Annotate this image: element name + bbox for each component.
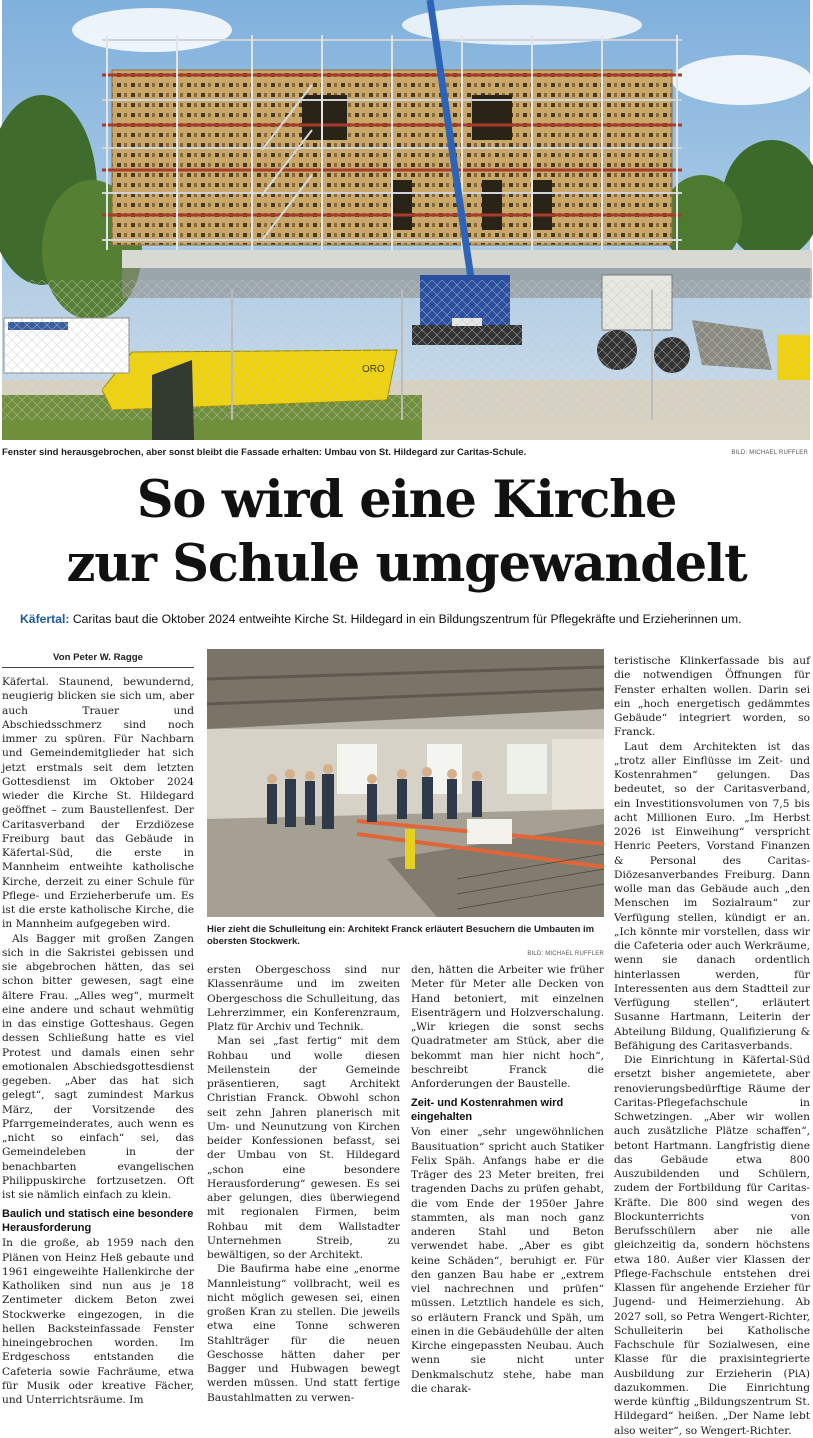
paragraph: Laut dem Architekten ist das „trotz aller Einflüsse im Zeit- und Kostenrahmen“ gelungen. Das bedeutet, so der Caritasverband, ein Investitionsvolumen von 7,5 bis acht Millionen Euro. „Im Herbst 2026 ist Einweihung“ verspricht Henric Peeters, Vorstand Finanzen & Personal des Caritas-Diözesanverbandes Freiburg. Dann wolle man das Gebäude auch „den Menschen im Sozialraum“ zur Verfügung stellen, kündigt er an. „Ich könnte mir vorstellen, dass wir die Cafeteria oder auch Werkräume, wenn sie danach ordentlich hinterlassen werden, für Interessenten aus dem Stadtteil zur Verfügung stellen“, erläutert Susanne Hartmann, Leiterin der Abteilung Bildung, Qualifizierung & Befähigung des Caritasverbands. xyxy=(614,740,810,1052)
article-column-3 xyxy=(411,963,604,1395)
byline: Von Peter W. Ragge xyxy=(53,652,143,663)
paragraph: Als Bagger mit großen Zangen sich in die Sakristei gebissen und sie abgebrochen hätten, das sei schon bitter gewesen, sagt eine ältere Frau. „Alles weg“, murmelt eine andere und schaut wehmütig in das einstige Gotteshaus. Gegen dessen Schließung hatte es viel Protest und damals einen sehr emotionalen Abschiedsgottesdienst gegeben. „Aber das hat sich gelegt“, sagt zumindest Markus März, der Vorsitzende des Pfarrgemeinderates, auch wenn es „nicht so einfach“ sei, das Gemeindeleben in der benachbarten evangelischen Philippuskirche fortzusetzen. Oft ist sie nämlich einfach zu klein. xyxy=(2,932,194,1201)
hero-caption: Fenster sind herausgebrochen, aber sonst bleibt die Fassade erhalten: Umbau von St. Hildegard zur Caritas-Schule. xyxy=(2,447,527,458)
kicker-place: Käfertal: xyxy=(20,612,70,626)
interior-photo xyxy=(207,649,604,917)
interior-credit: BILD: MICHAEL RUFFLER xyxy=(527,951,604,957)
paragraph: Von einer „sehr ungewöhnlichen Bausituation“ spricht auch Statiker Felix Späh. Anfangs habe er die Träger des 23 Meter breiten, frei tragenden Dachs zu prüfen gehabt, die vom Ende der 1950er Jahre stammten, als man noch ganz anderen Stahl und Beton verwendet habe. „Aber es gibt keine Schäden“, beruhigt er. Für den ganzen Bau habe er „extrem viel nachrechnen und prüfen“ müssen. Letztlich handele es sich, so erläutern Franck und Späh, um einen in die Gebäudehülle der alten Kirche eingepassten Neubau. Auch wenn sie nicht unter Denkmalschutz stehe, habe man die charak- xyxy=(411,1126,604,1395)
interior-caption: Hier zieht die Schulleitung ein: Architekt Franck erläutert Besuchern die Umbauten im obersten Stockwerk. xyxy=(207,924,595,947)
subheading: Baulich und statisch eine besondere Herausforderung xyxy=(2,1208,194,1234)
hero-photo xyxy=(2,0,810,440)
paragraph: teristische Klinkerfassade bis auf die notwendigen Öffnungen für Fenster erhalten wollen. Darin sei ein „hoch energetisch gedämmtes Gebäude“ integriert worden, so Franck. xyxy=(614,655,810,739)
paragraph: Man sei „fast fertig“ mit dem Rohbau und wolle diesen Meilenstein der Gemeinde präsentieren, sagt Architekt Christian Franck. Obwohl schon seit zehn Jahren planerisch mit Um- und Neunutzung von Kirchen beider Konfessionen befasst, sei der Umbau von St. Hildegard „schon eine besondere Herausforderung“ gewesen. Es sei aber gelungen, dies überwiegend mit regionalen Firmen, beim Rohbau mit dem Wallstadter Unternehmen Streib, zu bewältigen, so der Architekt. xyxy=(207,1035,400,1261)
hero-credit: BILD: MICHAEL RUFFLER xyxy=(731,450,808,456)
paragraph: den, hätten die Arbeiter wie früher Meter für Meter alle Decken von Hand betoniert, mit einzelnen Eisenträgern und Holzverschalung. „Wir kriegen die sonst sechs Quadratmeter am Stück, aber die bekommt man hier nicht hoch“, beschreibt Franck die Anforderungen der Baustelle. xyxy=(411,964,604,1090)
interior-construction-illustration xyxy=(207,649,604,917)
headline xyxy=(0,468,813,596)
paragraph: Käfertal. Staunend, bewundernd, neugierig blicken sie sich um, aber auch Trauer und Abschiedsschmerz sind noch immer zu spüren. Für Nachbarn und Gemeindemitglieder hat sich jetzt erstmals seit dem letzten Gottesdienst im Oktober 2024 wieder die Kirche St. Hildegard geöffnet – zum Baustellenfest. Der Caritasverband der Erzdiözese Freiburg baut das Gebäude in Käfertal-Süd, die erste in Mannheim entweihte katholische Kirche, derzeit zu einer Schule für Pflege- und Erzieherberufe um. Es ist die erste katholische Kirche, die in Mannheim aufgegeben wird. xyxy=(2,676,194,931)
paragraph: In die große, ab 1959 nach den Plänen von Heinz Heß gebaute und 1961 eingeweihte Hallenkirche der Katholiken sind nun aus je 18 Zentimeter dickem Beton zwei Stockwerke eingezogen, in die hellen Backsteinfassade Fenster hineingebrochen worden. Im Erdgeschoss entstanden die Cafeteria sowie Fachräume, etwa für Musik oder kreative Fächer, und Unterrichtsräume. Im xyxy=(2,1237,194,1406)
article-column-4 xyxy=(614,654,810,1437)
construction-site-illustration xyxy=(2,0,810,440)
kicker xyxy=(20,612,800,626)
article-column-1 xyxy=(2,675,194,1406)
kicker-text: Caritas baut die Oktober 2024 entweihte Kirche St. Hildegard in ein Bildungszentrum für Pflegekräfte und Erzieherinnen um. xyxy=(69,612,742,626)
headline-line-1: So wird eine Kirche xyxy=(136,470,677,530)
article-column-2 xyxy=(207,963,400,1404)
paragraph: ersten Obergeschoss sind nur Klassenräume und im zweiten Obergeschoss die Schulleitung, das Lehrerzimmer, ein Konferenzraum, Platz für Archiv und Technik. xyxy=(207,964,400,1033)
byline-rule xyxy=(2,667,194,668)
headline-line-2: zur Schule umgewandelt xyxy=(66,534,747,594)
paragraph: Die Einrichtung in Käfertal-Süd ersetzt bisher angemietete, aber renovierungsbedürftige Räume der Caritas-Pflegefachschule in Schwetzingen. „Aber wir wollen auch zusätzliche Plätze schaffen“, betont Hartmann. Langfristig diene das Gebäude etwa 800 Auszubildenden und Schülern, zudem der Fortbildung für Caritas-Kräfte. Die 800 sind wegen des Blockunterrichts von Berufsschülern aber nie alle gleichzeitig da, sondern höchstens etwa 180. Außer vier Klassen der Pflege-Fachschule entstehen drei Klassen für angehende Erzieher für Jugend- und Heimerziehung. Ab 2027 soll, so Petra Wengert-Richter, Schulleiterin bei Katholische Fachschule für Sozialwesen, eine Klasse für die praxisintegrierte Ausbildung zur Erzieherin (PiA) dazukommen. Die Einrichtung werde künftig „Bildungszentrum St. Hildegard“ heißen. „Der Name lebt also weiter“, so Wengert-Richter. xyxy=(614,1054,810,1437)
subheading: Zeit- und Kostenrahmen wird eingehalten xyxy=(411,1097,564,1123)
paragraph: Die Baufirma habe eine „enorme Mannleistung“ vollbracht, weil es nicht möglich gewesen sei, einen großen Kran zu stellen. Die jeweils etwa eine Tonne schweren Stahlträger für die neuen Geschosse hätten daher per Bagger und Hubwagen bewegt werden müssen. Und statt fertige Baustahlmatten zu verwen- xyxy=(207,1263,400,1404)
